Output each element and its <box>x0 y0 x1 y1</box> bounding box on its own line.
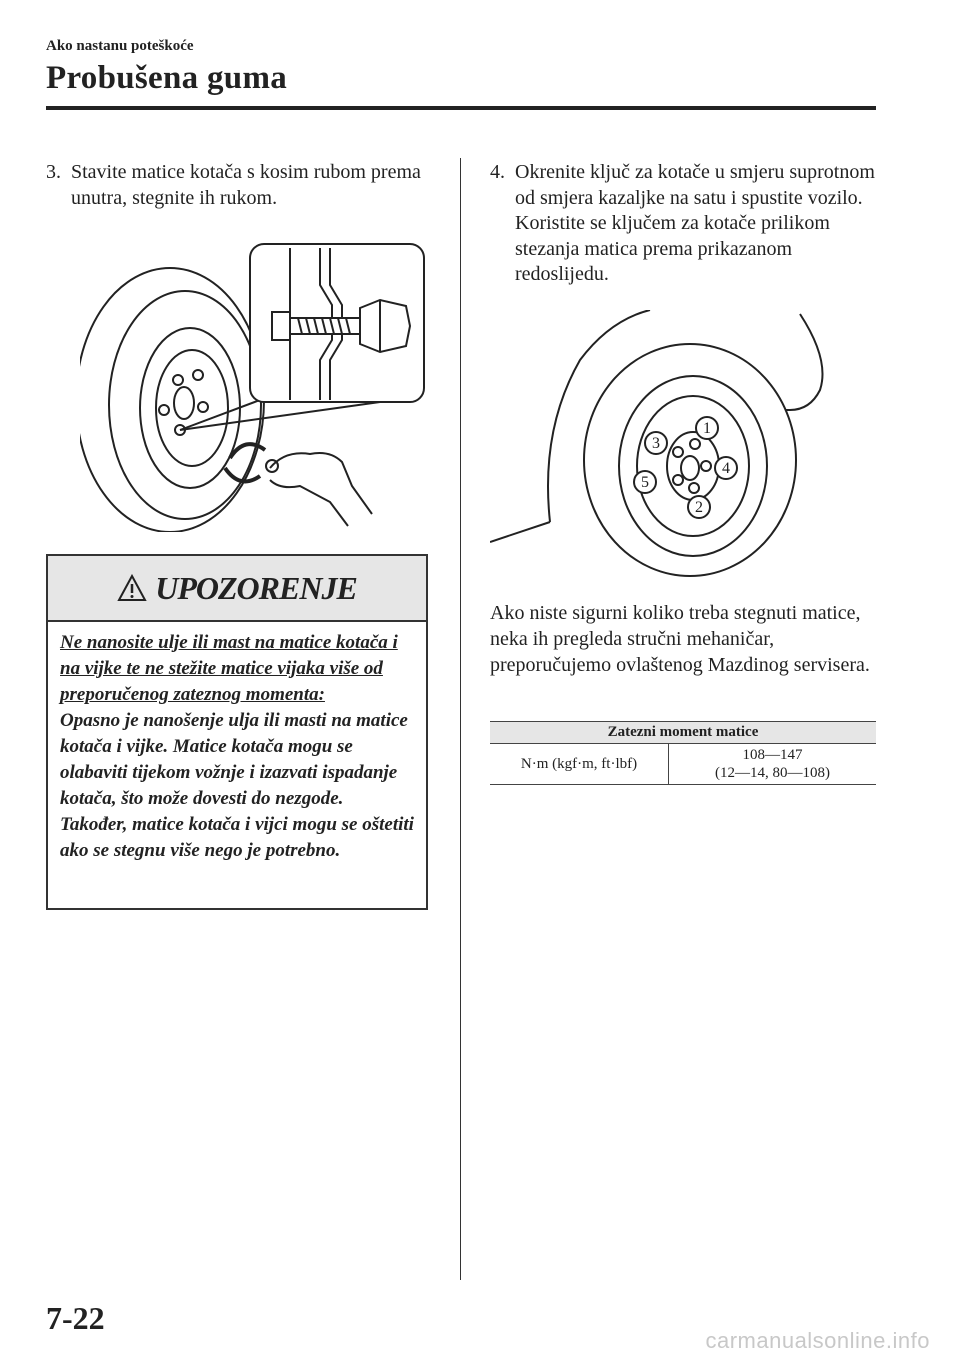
step-number: 4. <box>490 161 505 183</box>
tightening-order-illustration <box>490 310 890 580</box>
step-3 <box>46 160 446 211</box>
warning-title: UPOZORENJE <box>155 569 357 606</box>
page-title: Probušena guma <box>46 60 288 96</box>
torque-value <box>669 744 877 785</box>
order-label-1: 1 <box>703 420 711 437</box>
warning-box <box>46 554 428 910</box>
torque-table <box>490 721 876 785</box>
wheel-nut-illustration <box>80 240 430 532</box>
order-label-3: 3 <box>652 435 660 452</box>
warning-text: Opasno je nanošenje ulja ili masti na matice kotača i vijke. Matice kotača mogu se olabaviti tijekom vožnje i izazvati ispadanje kotača, što može dovesti do nezgode. Također, matice kotača i vijci mogu se oštetiti ako se stegnu više nego je potrebno. <box>60 710 414 861</box>
warning-lead: Ne nanosite ulje ili mast na matice kotača i na vijke te ne stežite matice vijaka više od preporučenog zateznog momenta: <box>60 632 398 705</box>
step-4 <box>490 160 890 288</box>
warning-header <box>48 556 426 622</box>
torque-value-line1: 108—147 <box>742 747 803 763</box>
title-rule <box>46 106 876 110</box>
order-label-5: 5 <box>641 474 649 491</box>
watermark: carmanualsonline.info <box>705 1328 930 1353</box>
step-text: Stavite matice kotača s kosim rubom prema unutra, stegnite ih rukom. <box>71 161 421 209</box>
page-number: 7-22 <box>46 1300 105 1336</box>
order-label-4: 4 <box>722 460 730 477</box>
torque-value-line2: (12—14, 80—108) <box>715 765 830 781</box>
step-text: Okrenite ključ za kotače u smjeru suprotnom od smjera kazaljke na satu i spustite vozilo. Koristite se ključem za kotače prilikom stezanja matica prema prikazanom redoslijedu. <box>515 161 875 285</box>
step-number: 3. <box>46 161 61 183</box>
column-divider <box>460 158 461 1280</box>
warning-triangle-icon <box>117 574 147 602</box>
section-heading: Ako nastanu poteškoće <box>46 38 194 54</box>
order-label-2: 2 <box>695 499 703 516</box>
torque-table-header: Zatezni moment matice <box>490 722 876 744</box>
advice-paragraph: Ako niste sigurni koliko treba stegnuti matice, neka ih pregleda stručni mehaničar, preporučujemo ovlaštenog Mazdinog servisera. <box>490 602 870 676</box>
torque-unit: N·m (kgf·m, ft·lbf) <box>490 744 669 785</box>
warning-body <box>48 622 426 864</box>
